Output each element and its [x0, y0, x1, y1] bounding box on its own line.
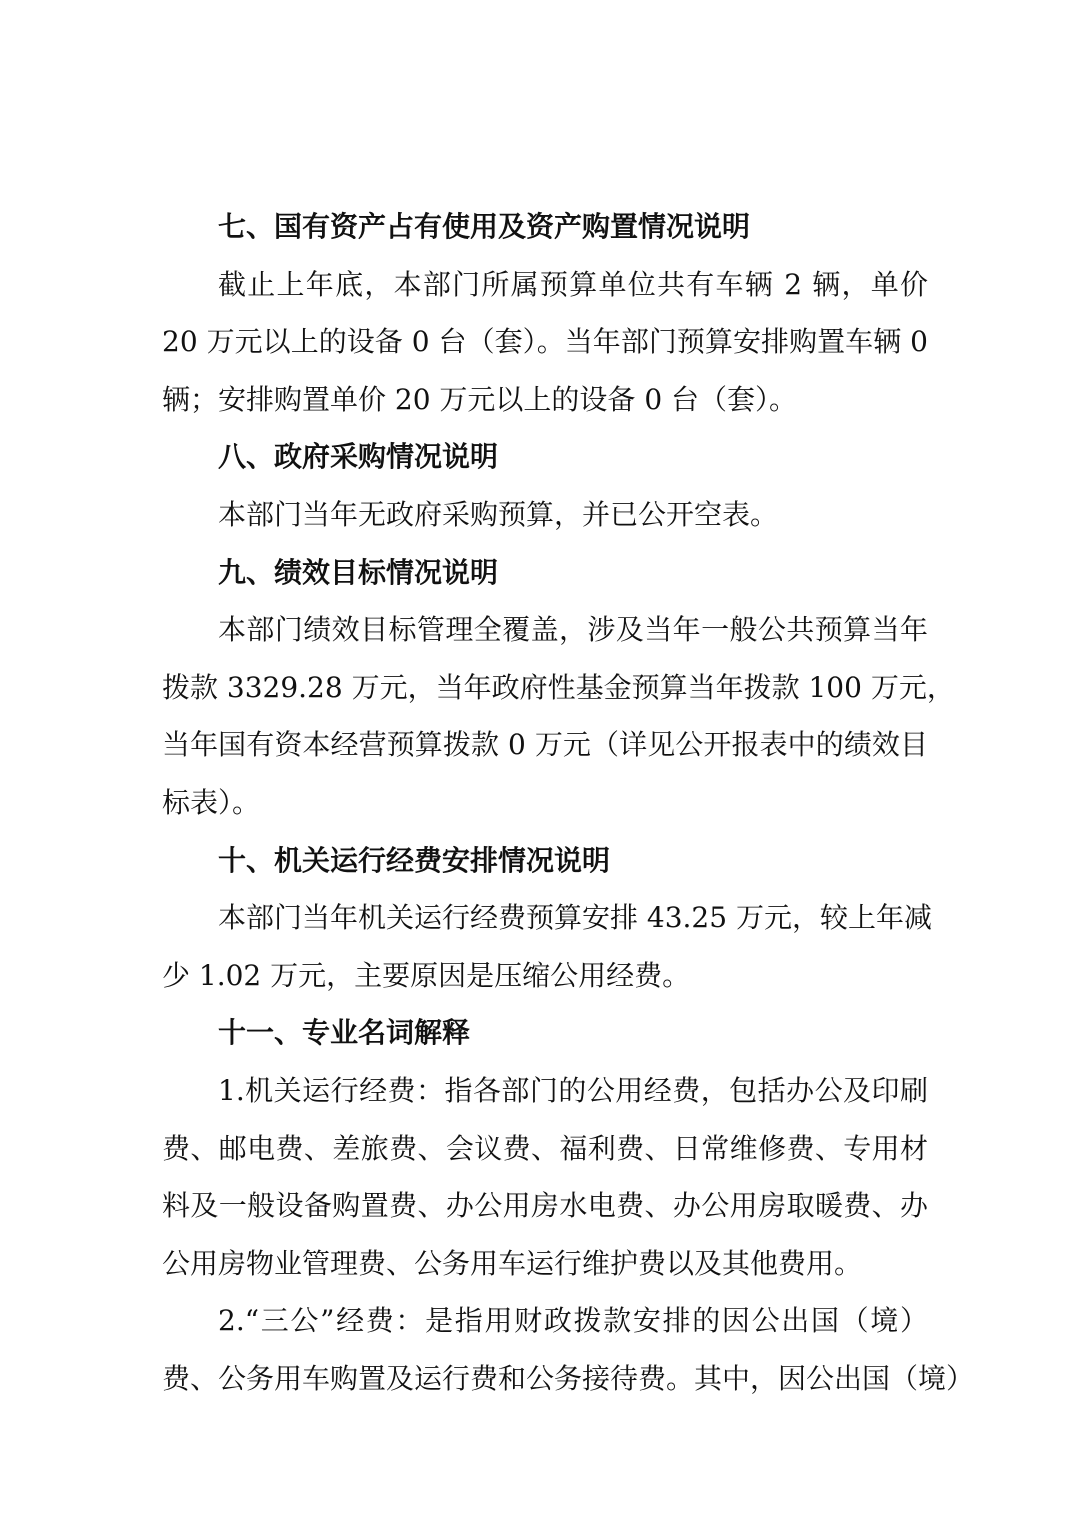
paragraph-line: 费、邮电费、差旅费、会议费、福利费、日常维修费、专用材: [162, 1131, 928, 1165]
paragraph-line: 料及一般设备购置费、办公用房水电费、办公用房取暖费、办: [162, 1189, 928, 1223]
section-heading-8: 八、政府采购情况说明: [218, 440, 499, 474]
paragraph-line: 本部门绩效目标管理全覆盖，涉及当年一般公共预算当年: [218, 613, 928, 647]
section-heading-7: 七、国有资产占有使用及资产购置情况说明: [218, 210, 751, 243]
paragraph-line: 少 1.02 万元，主要原因是压缩公用经费。: [162, 958, 691, 992]
document-body: [162, 198, 975, 1407]
paragraph-line: 本部门当年无政府采购预算，并已公开空表。: [218, 497, 779, 531]
paragraph-line: 当年国有资本经营预算拨款 0 万元（详见公开报表中的绩效目: [162, 728, 928, 762]
paragraph-line: 公用房物业管理费、公务用车运行维护费以及其他费用。: [162, 1246, 863, 1280]
paragraph-line: 本部门当年机关运行经费预算安排 43.25 万元，较上年减: [218, 901, 932, 935]
section-heading-9: 九、绩效目标情况说明: [218, 555, 499, 589]
paragraph-line: 标表）。: [162, 785, 261, 819]
paragraph-line: 2.“三公”经费：是指用财政拨款安排的因公出国（境）: [218, 1304, 928, 1338]
paragraph-line: 辆；安排购置单价 20 万元以上的设备 0 台（套）。: [162, 382, 798, 416]
section-heading-10: 十、机关运行经费安排情况说明: [218, 843, 611, 877]
paragraph-line: 拨款 3329.28 万元，当年政府性基金预算当年拨款 100 万元，: [162, 670, 955, 704]
paragraph-line: 20 万元以上的设备 0 台（套）。当年部门预算安排购置车辆 0: [162, 325, 928, 359]
paragraph-line: 截止上年底，本部门所属预算单位共有车辆 2 辆，单价: [218, 267, 928, 301]
paragraph-line: 费、公务用车购置及运行费和公务接待费。其中，因公出国（境）: [162, 1361, 975, 1395]
section-heading-11: 十一、专业名词解释: [218, 1016, 471, 1050]
paragraph-line: 1.机关运行经费：指各部门的公用经费，包括办公及印刷: [218, 1073, 928, 1107]
